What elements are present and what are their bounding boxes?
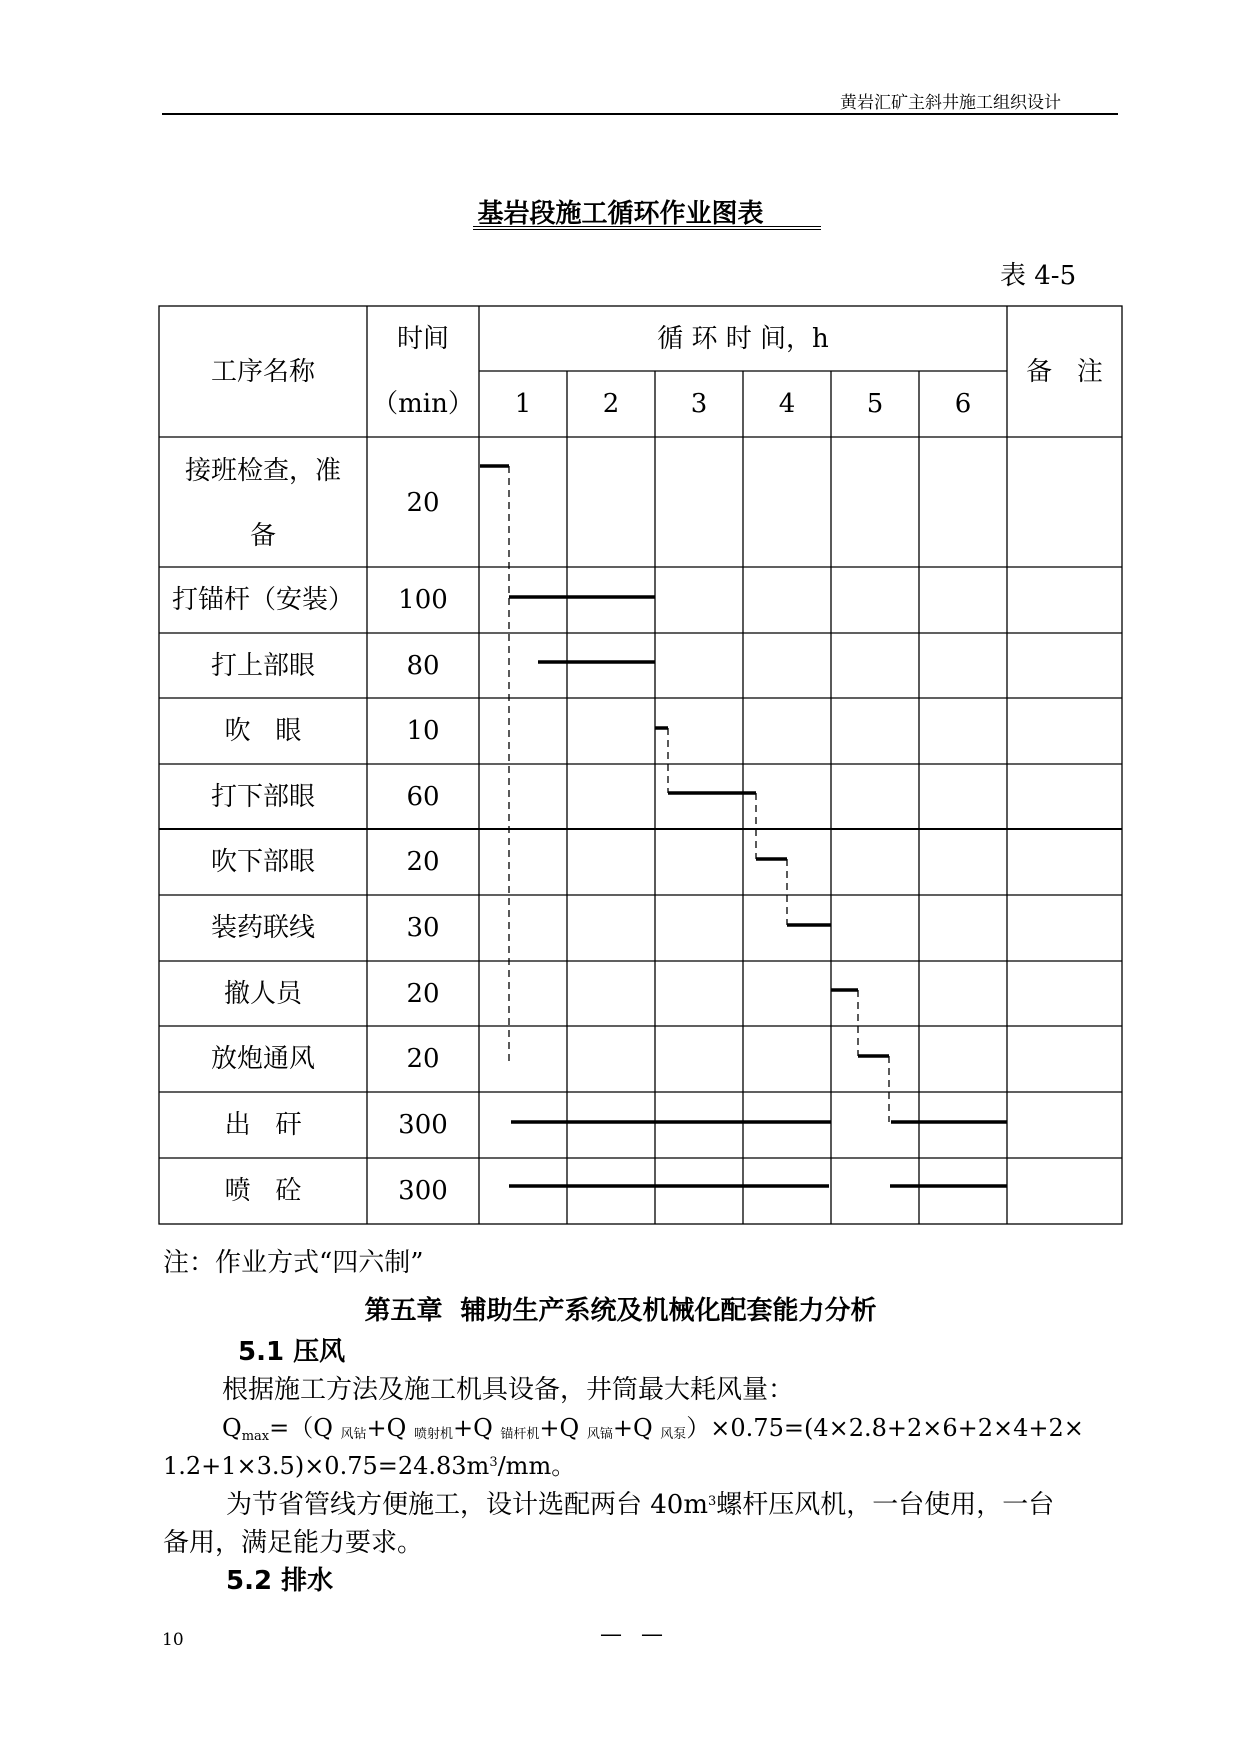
row-name: 放炮通风 xyxy=(210,1044,315,1074)
running-header: 黄岩汇矿主斜井施工组织设计 xyxy=(840,93,1061,113)
row-minutes: 60 xyxy=(406,782,440,812)
table-number: 表 4-5 xyxy=(1000,261,1077,291)
formula-part: +Q xyxy=(612,1414,661,1442)
row-minutes: 300 xyxy=(398,1110,448,1140)
formula-part: /mm。 xyxy=(497,1452,576,1480)
formula-symbol: Q xyxy=(222,1414,242,1442)
row-minutes: 20 xyxy=(406,979,440,1009)
row-name: 装药联线 xyxy=(210,913,315,943)
row-name: 打上部眼 xyxy=(210,651,315,681)
hour-6: 6 xyxy=(954,389,972,419)
formula-line-2 xyxy=(163,1446,575,1481)
formula-sub: 锚杆机 xyxy=(500,1427,540,1442)
section-5-2-heading: 5.2 排水 xyxy=(226,1566,334,1596)
row-minutes: 100 xyxy=(398,585,448,615)
formula-part: =（Q xyxy=(269,1414,341,1442)
row-name: 打锚杆（安装） xyxy=(171,585,354,615)
row-minutes: 80 xyxy=(406,651,440,681)
formula-sub: 喷射机 xyxy=(413,1427,453,1442)
table-note: 注：作业方式“四六制” xyxy=(163,1248,424,1278)
formula-line-1 xyxy=(222,1408,1084,1444)
formula-sup: 3 xyxy=(489,1455,498,1470)
row-name: 喷 砼 xyxy=(224,1176,302,1206)
row-name: 打下部眼 xyxy=(210,782,315,812)
col-cycle-header: 循 环 时 间，h xyxy=(657,324,829,354)
row-minutes: 30 xyxy=(406,913,440,943)
row-minutes: 10 xyxy=(406,716,440,746)
paragraph-air-demand: 根据施工方法及施工机具设备，井筒最大耗风量： xyxy=(222,1375,795,1405)
row-name: 接班检查，准 xyxy=(184,456,341,486)
row-name: 吹下部眼 xyxy=(210,847,315,877)
row-minutes: 20 xyxy=(406,847,440,877)
row-name: 吹 眼 xyxy=(224,716,302,746)
formula-part: ）×0.75=(4×2.8+2×6+2×4+2× xyxy=(686,1414,1084,1442)
formula-part: +Q xyxy=(539,1414,587,1442)
page-footer-dash: — — xyxy=(600,1622,669,1647)
hour-1: 1 xyxy=(514,389,532,419)
row-minutes: 20 xyxy=(406,488,440,518)
formula-sub: 风泵 xyxy=(660,1427,687,1442)
hour-3: 3 xyxy=(690,389,708,419)
formula-sub: 风钻 xyxy=(340,1427,367,1442)
col-time-header: 时间 xyxy=(396,324,449,354)
table-title: 基岩段施工循环作业图表 xyxy=(477,199,764,229)
hour-4: 4 xyxy=(778,389,796,419)
paragraph-compressor-line-1 xyxy=(226,1484,1054,1521)
row-name: 出 矸 xyxy=(224,1110,302,1140)
text-part: 螺杆压风机，一台使用，一台 xyxy=(716,1490,1055,1520)
page-number: 10 xyxy=(162,1630,184,1650)
section-5-1-heading: 5.1 压风 xyxy=(238,1337,346,1367)
hour-5: 5 xyxy=(866,389,884,419)
text-sup: 3 xyxy=(708,1494,717,1509)
col-remark-header: 备 注 xyxy=(1026,357,1103,387)
text-part: 为节省管线方便施工，设计选配两台 40m xyxy=(226,1490,709,1520)
hour-2: 2 xyxy=(602,389,620,419)
row-minutes: 300 xyxy=(398,1176,448,1206)
col-process-header: 工序名称 xyxy=(210,357,315,387)
row-name: 撤人员 xyxy=(223,979,302,1009)
chapter-title: 第五章 辅助生产系统及机械化配套能力分析 xyxy=(364,1296,877,1326)
col-time-unit: （min） xyxy=(372,389,474,419)
paragraph-compressor-line-2: 备用，满足能力要求。 xyxy=(163,1528,424,1558)
formula-part: +Q xyxy=(452,1414,501,1442)
formula-sub: max xyxy=(241,1429,270,1444)
formula-sub: 风镐 xyxy=(586,1427,613,1442)
row-name-cont: 备 xyxy=(249,521,276,551)
row-minutes: 20 xyxy=(406,1044,440,1074)
formula-part: +Q xyxy=(366,1414,414,1442)
formula-part: 1.2+1×3.5)×0.75=24.83m xyxy=(163,1452,490,1480)
